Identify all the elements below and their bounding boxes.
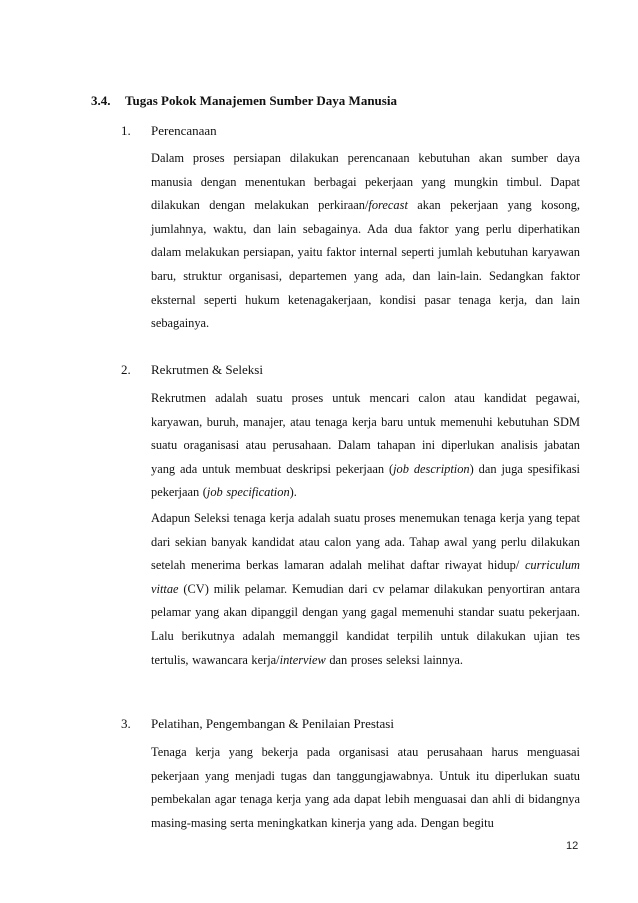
italic-term: forecast: [368, 198, 408, 213]
item-number: 1.: [121, 123, 131, 138]
italic-term: job specification: [206, 485, 290, 500]
list-item-rekrutmen-seleksi: [121, 362, 581, 378]
paragraph: [151, 507, 580, 672]
paragraph-text: dan proses seleksi lainnya.: [325, 652, 463, 667]
item-number: 2.: [121, 362, 131, 377]
paragraph-text: ).: [289, 485, 297, 500]
paragraph: [151, 387, 580, 505]
italic-term: job description: [393, 461, 470, 476]
italic-term: curriculum vittae: [151, 558, 580, 596]
item-heading: [121, 716, 581, 732]
item-number: 3.: [121, 716, 131, 731]
item-title: Perencanaan: [151, 123, 217, 138]
paragraph-text: Dalam proses persiapan dilakukan perencanaan kebutuhan akan sumber daya manusia dengan menentukan berbagai pekerjaan yang mungkin timbul. Dapat dilakukan dengan melakukan perkiraan/: [151, 151, 580, 213]
item-heading: [121, 362, 581, 378]
page-number: 12: [566, 840, 579, 852]
italic-term: interview: [279, 652, 326, 667]
paragraph-text: (CV) milik pelamar. Kemudian dari cv pelamar dilakukan penyortiran antara pelamar yang akan dipanggil dengan yang gagal memenuhi standar suatu pekerjaan. Lalu berikutnya adalah memanggil kandidat terpilih untuk dilakukan ujian tes tertulis, wawancara kerja/: [151, 581, 580, 667]
paragraph-text: Tenaga kerja yang bekerja pada organisasi atau perusahaan harus menguasai pekerjaan yang menjadi tugas dan tanggungjawabnya. Untuk itu diperlukan suatu pembekalan agar tenaga kerja yang ada dapat lebih menguasai dan ahli di bidangnya masing-masing serta meningkatkan kinerja yang ada. Dengan begitu: [151, 745, 580, 830]
list-item-pelatihan: [121, 716, 581, 732]
section-title: Tugas Pokok Manajemen Sumber Daya Manusia: [125, 93, 397, 108]
list-item-perencanaan: [121, 123, 581, 139]
section-number: 3.4.: [91, 93, 111, 108]
item-heading: [121, 123, 581, 139]
paragraph-text: akan pekerjaan yang kosong, jumlahnya, waktu, dan lain sebagainya. Ada dua faktor yang perlu diperhatikan dalam melakukan persiapan, yaitu faktor internal seperti jumlah kebutuhan karyawan baru, struktur organisasi, departemen yang ada, dan lain-lain. Sedangkan faktor eksternal seperti hukum ketenagakerjaan, kondisi pasar tenaga kerja, dan lain sebagainya.: [151, 198, 580, 331]
paragraph-text: Adapun Seleksi tenaga kerja adalah suatu proses menemukan tenaga kerja yang tepat dari sekian banyak kandidat atau calon yang ada. Tahap awal yang perlu dilakukan setelah menerima berkas lamaran adalah melihat daftar riwayat hidup/: [151, 511, 580, 573]
item-title: Rekrutmen & Seleksi: [151, 362, 263, 377]
item-title: Pelatihan, Pengembangan & Penilaian Prestasi: [151, 716, 394, 731]
paragraph-text: Rekrutmen adalah suatu proses untuk mencari calon atau kandidat pegawai, karyawan, buruh, manajer, atau tenaga kerja baru untuk memenuhi kebutuhan SDM suatu oraganisasi atau perusahaan. Dalam tahapan ini diperlukan analisis jabatan yang ada untuk membuat deskripsi pekerjaan (: [151, 391, 580, 476]
section-heading: [91, 93, 397, 109]
paragraph-text: ) dan juga spesifikasi pekerjaan (: [151, 461, 581, 500]
paragraph: [151, 147, 580, 336]
paragraph: [151, 741, 580, 835]
